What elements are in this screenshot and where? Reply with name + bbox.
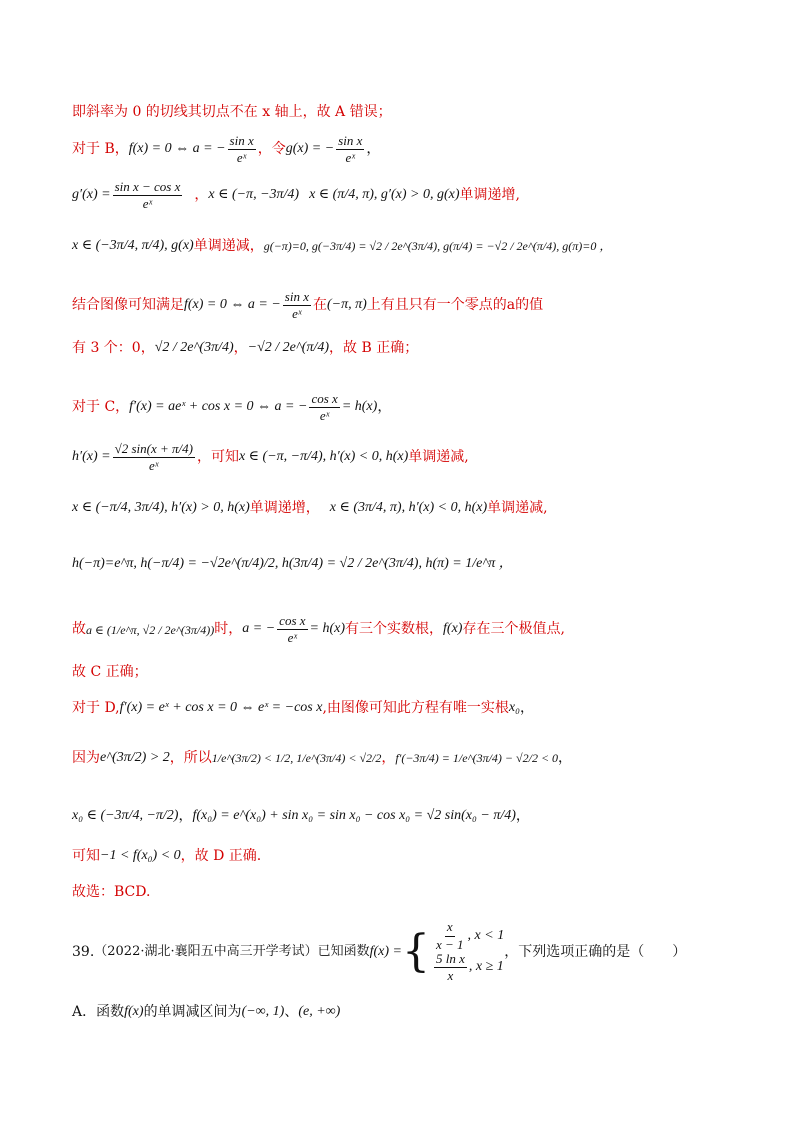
text: ，故 B 正确； — [329, 340, 419, 356]
fraction — [434, 952, 467, 984]
text: 在 — [312, 297, 327, 314]
math-interval: x ∈ (−3π/4, π/4) — [72, 238, 165, 253]
line-g-values — [72, 238, 740, 255]
text: 单调递增， — [249, 500, 320, 516]
text: 单调递减， — [193, 238, 264, 254]
text: ， — [178, 808, 193, 824]
numerator: √2 sin(x + π/4) — [113, 442, 195, 458]
math-expr: x ∈ (−π, −π/4), h′(x) < 0, h(x) — [238, 449, 409, 465]
text: ， — [520, 700, 534, 716]
left-brace: { — [402, 926, 430, 977]
text: 故选：BCD. — [72, 884, 151, 900]
fraction — [336, 134, 364, 166]
text: 可知 — [72, 848, 100, 864]
text: ， — [194, 187, 209, 204]
math-expr: g(x) = − — [285, 141, 335, 157]
text: 故 — [72, 621, 86, 638]
piecewise-cases — [432, 920, 504, 983]
line-h-values — [72, 556, 740, 573]
math-expr: e^(3π/2) > 2 — [100, 750, 170, 765]
math-expr: f′(x) = eˣ + cos x = 0 ⇔ eˣ = −cos x — [119, 700, 323, 715]
numerator: 5 ln x — [434, 952, 467, 968]
math-expr: = h(x) — [309, 621, 346, 637]
math-expr: f(x) = 0 ⇔ a = − — [184, 297, 281, 313]
denominator: eˣ — [287, 630, 298, 646]
text: 对于 C， — [72, 399, 130, 416]
line-because — [72, 750, 740, 767]
line-option-b-intro — [72, 134, 740, 166]
math-expr: h(−π)=e^π, h(−π/4) = −√2e^(π/4)/2, h(3π/4) = √2 / 2e^(3π/4), h(π) = 1/e^π ， — [72, 556, 513, 571]
math-expr: −√2 / 2e^(π/4) — [247, 340, 330, 355]
line-option-c-intro — [72, 392, 740, 424]
text: 上有且只有一个零点的a的值 — [366, 297, 544, 314]
denominator: eˣ — [319, 408, 330, 424]
line-slope-zero — [72, 104, 740, 121]
text: ， — [233, 340, 248, 356]
line-c-correct — [72, 664, 740, 681]
question-source: （2022·湖北·襄阳五中高三开学考试）已知函数 — [94, 944, 370, 960]
math-expr: f′(x) = aeˣ + cos x = 0 ⇔ a = − — [129, 399, 308, 415]
line-three-values — [72, 340, 740, 357]
line-answer — [72, 884, 740, 901]
math-expr: x ∈ (3π/4, π), h′(x) < 0, h(x) — [329, 500, 488, 515]
text: ， — [558, 750, 573, 766]
line-d-correct — [72, 848, 740, 865]
math-interval: x₀ ∈ (−3π/4, −π/2) — [72, 808, 179, 823]
math-expr: f(x) — [124, 1004, 144, 1019]
fraction — [283, 290, 311, 322]
math-expr: a = − — [242, 621, 276, 637]
denominator: x − 1 — [436, 936, 464, 952]
math-interval: x ∈ (−π, −3π/4) — [208, 187, 300, 203]
math-interval: (−∞, 1) — [241, 1004, 285, 1019]
fraction — [113, 442, 195, 474]
option-a — [72, 1004, 740, 1021]
text: 时， — [214, 621, 243, 638]
text: 即斜率为 0 的切线其切点不在 x 轴上，故 A 错误； — [72, 104, 392, 120]
text: 对于 B， — [72, 141, 129, 158]
denominator: eˣ — [345, 150, 355, 166]
text: ， — [381, 750, 396, 766]
numerator: sin x — [283, 290, 311, 306]
math-expr: g′(x) = — [72, 187, 111, 203]
math-expr: 1/e^(3π/2) < 1/2, 1/e^(3π/4) < √2/2 — [211, 751, 382, 766]
math-expr: f′(−3π/4) = 1/e^(3π/4) − √2/2 < 0 — [395, 751, 559, 766]
numerator: cos x — [277, 614, 307, 630]
condition: , x ≥ 1 — [468, 959, 504, 975]
text: 有 3 个：0， — [72, 340, 155, 356]
case-2 — [432, 952, 504, 984]
math-expr: = h(x) — [341, 399, 378, 415]
math-expr: f(x) = — [369, 943, 402, 959]
fraction — [277, 614, 307, 646]
math-expr: −1 < f(x₀) < 0 — [100, 848, 181, 863]
text: 结合图像可知满足 — [72, 297, 184, 314]
text: 、 — [284, 1004, 299, 1020]
text: ， — [377, 399, 392, 416]
math-interval: a ∈ (1/e^π, √2 / 2e^(3π/4)) — [86, 622, 215, 637]
math-interval: x ∈ (π/4, π) — [309, 187, 374, 203]
question-39 — [72, 920, 740, 984]
line-a-range — [72, 614, 740, 646]
numerator: sin x — [336, 134, 364, 150]
numerator: cos x — [309, 392, 339, 408]
text: ,由图像可知此方程有唯一实根 — [322, 700, 509, 716]
math-expr: √2 / 2e^(3π/4) — [154, 340, 234, 355]
denominator: eˣ — [149, 458, 159, 474]
math-expr: g(−π)=0, g(−3π/4) = √2 / 2e^(3π/4), g(π/4) = −√2 / 2e^(π/4), g(π)=0 ， — [263, 239, 612, 254]
line-combine-graph — [72, 290, 740, 322]
text: ， — [366, 141, 381, 158]
fraction — [228, 134, 256, 166]
text: ，故 D 正确. — [180, 848, 262, 864]
text: ，所以 — [169, 750, 212, 766]
line-h-monotonic — [72, 500, 740, 517]
text: 因为 — [72, 750, 100, 766]
text: A．函数 — [72, 1004, 125, 1020]
denominator: eˣ — [236, 150, 247, 166]
math-expr: f(x) = 0 ⇔ a = − — [128, 141, 226, 157]
numerator: sin x − cos x — [113, 180, 183, 196]
line-h-derivative — [72, 442, 740, 474]
text: ，下列选项正确的是（ ） — [504, 943, 687, 960]
text: 有三个实数根， — [345, 621, 444, 638]
denominator: eˣ — [292, 306, 302, 322]
fraction — [434, 920, 466, 952]
math-interval: (e, +∞) — [298, 1004, 341, 1019]
numerator: sin x — [228, 134, 256, 150]
math-expr: x ∈ (−π/4, 3π/4), h′(x) > 0, h(x) — [72, 500, 250, 515]
line-g-derivative — [72, 180, 740, 212]
text: 单调递增, — [459, 187, 520, 204]
text: 单调递减, — [487, 500, 548, 516]
text: ， — [515, 808, 530, 824]
question-number: 39. — [72, 943, 95, 960]
line-option-d-intro — [72, 700, 740, 717]
denominator: eˣ — [142, 196, 153, 212]
text: 存在三个极值点, — [462, 621, 565, 638]
case-1 — [432, 920, 504, 952]
math-expr: x₀ — [508, 700, 520, 715]
math-expr: f(x) — [443, 621, 463, 637]
text: ，可知 — [196, 449, 239, 466]
denominator: x — [447, 968, 454, 984]
text: 的单调减区间为 — [143, 1004, 242, 1020]
numerator: x — [445, 920, 455, 936]
math-expr: f(x₀) = e^(x₀) + sin x₀ = sin x₀ − cos x₀ = √2 sin(x₀ − π/4) — [192, 808, 516, 823]
fraction — [113, 180, 183, 212]
text: 对于 D, — [72, 700, 120, 716]
text: 单调递减, — [408, 449, 469, 466]
math-interval: (−π, π) — [326, 297, 367, 313]
text: 故 C 正确； — [72, 664, 148, 680]
fraction — [309, 392, 339, 424]
math-expr: , g(x) — [164, 238, 194, 253]
math-expr: , g′(x) > 0, g(x) — [373, 187, 460, 203]
math-expr: h′(x) = — [72, 449, 111, 465]
text: ，令 — [257, 141, 286, 158]
condition: , x < 1 — [467, 927, 505, 943]
line-x0-interval — [72, 808, 740, 825]
